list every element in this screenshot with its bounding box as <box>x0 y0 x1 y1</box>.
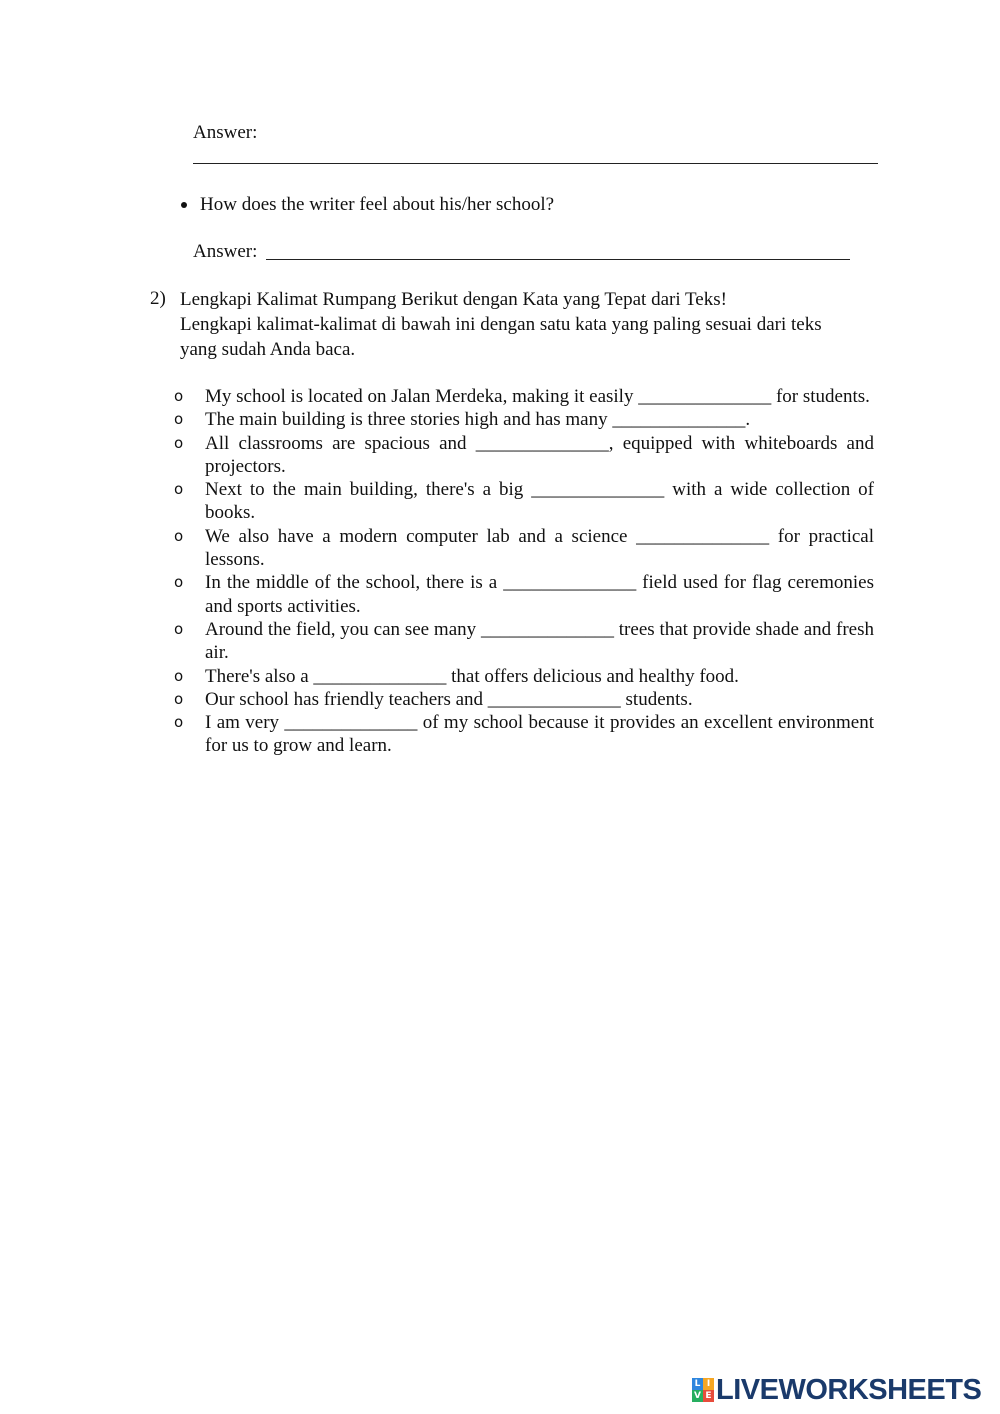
list-item <box>174 665 874 688</box>
question-text: How does the writer feel about his/her school? <box>200 194 555 215</box>
circle-bullet-icon: o <box>174 480 184 499</box>
fill-in-list <box>174 385 874 758</box>
question-instructions <box>180 287 870 362</box>
list-item <box>174 571 874 618</box>
list-item <box>174 688 874 711</box>
circle-bullet-icon: o <box>174 526 184 545</box>
instruction-line: yang sudah Anda baca. <box>180 339 356 360</box>
liveworksheets-logo <box>692 1374 981 1406</box>
circle-bullet-icon: o <box>174 713 184 732</box>
fill-in-sentence: All classrooms are spacious and ______________, equipped with whiteboards and projectors. <box>205 432 874 477</box>
list-item <box>174 525 874 572</box>
fill-in-sentence: We also have a modern computer lab and a science ______________ for practical lessons. <box>205 525 874 571</box>
question-title: Lengkapi Kalimat Rumpang Berikut dengan Kata yang Tepat dari Teks! <box>180 289 727 310</box>
list-item <box>174 408 874 431</box>
logo-tile: L <box>692 1378 703 1390</box>
fill-in-sentence: There's also a ______________ that offers delicious and healthy food. <box>205 665 739 687</box>
logo-text: LIVEWORKSHEETS <box>716 1373 982 1406</box>
circle-bullet-icon: o <box>174 619 184 638</box>
fill-in-sentence: I am very ______________ of my school because it provides an excellent environment for us to grow and learn. <box>205 712 874 757</box>
list-item <box>174 385 874 408</box>
fill-in-sentence: Next to the main building, there's a big ______________ with a wide collection of books. <box>205 479 874 524</box>
instruction-line: Lengkapi kalimat-kalimat di bawah ini dengan satu kata yang paling sesuai dari teks <box>180 314 822 335</box>
fill-in-sentence: My school is located on Jalan Merdeka, making it easily ______________ for students. <box>205 386 870 407</box>
answer-blank-line[interactable] <box>193 163 878 164</box>
logo-mark-icon <box>692 1378 714 1402</box>
circle-bullet-icon: o <box>174 573 184 592</box>
logo-tile: E <box>703 1390 714 1402</box>
list-item <box>174 711 874 758</box>
circle-bullet-icon: o <box>174 689 184 708</box>
bullet-point <box>181 202 187 208</box>
logo-tile: V <box>692 1390 703 1402</box>
answer-blank-line[interactable] <box>266 259 850 260</box>
list-item <box>174 618 874 665</box>
answer-label: Answer: <box>193 122 258 143</box>
circle-bullet-icon: o <box>174 410 184 429</box>
fill-in-sentence: In the middle of the school, there is a ______________ field used for flag ceremonies and sports activities. <box>205 572 874 617</box>
list-item <box>174 478 874 525</box>
question-number: 2) <box>150 288 166 309</box>
circle-bullet-icon: o <box>174 433 184 452</box>
logo-tile: I <box>703 1378 714 1390</box>
answer-label: Answer: <box>193 241 258 262</box>
circle-bullet-icon: o <box>174 666 184 685</box>
circle-bullet-icon: o <box>174 387 184 405</box>
fill-in-sentence: The main building is three stories high and has many ______________. <box>205 409 751 431</box>
fill-in-sentence: Our school has friendly teachers and ______________ students. <box>205 688 693 710</box>
list-item <box>174 432 874 479</box>
fill-in-sentence: Around the field, you can see many ______________ trees that provide shade and fresh air. <box>205 618 874 664</box>
